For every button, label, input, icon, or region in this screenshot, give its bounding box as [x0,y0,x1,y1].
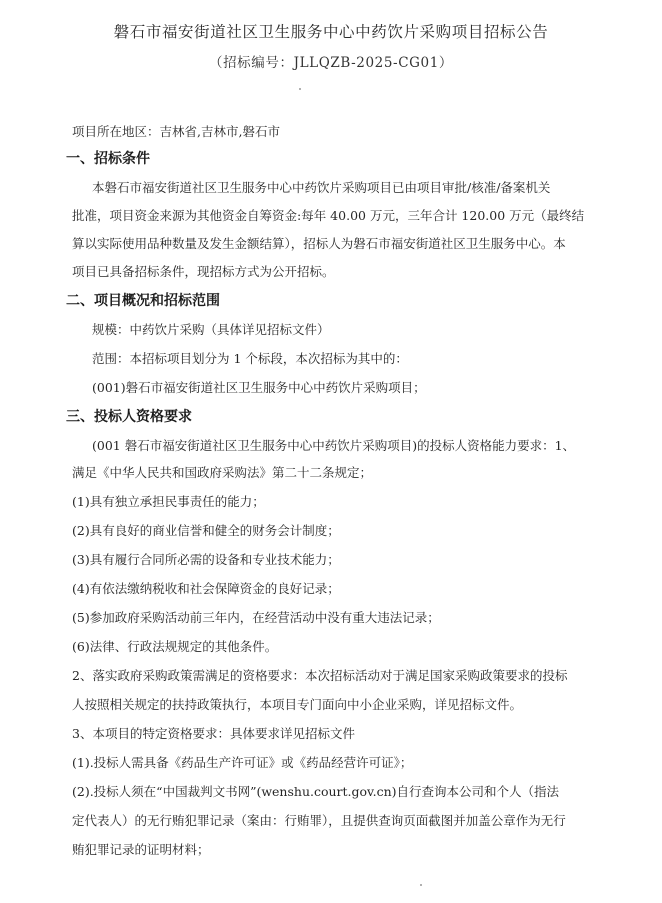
paragraph-line: 批准，项目资金来源为其他资金自筹资金:每年 40.00 万元，三年合计 120.00 万元（最终结 [72,208,585,223]
requirement-item: (6)法律、行政法规规定的其他条件。 [72,639,278,654]
project-scale: 规模：中药饮片采购（具体详见招标文件） [92,322,330,337]
special-requirement-item: (1).投标人需具备《药品生产许可证》或《药品经营许可证》； [72,755,413,770]
requirement-item: (4)有依法缴纳税收和社会保障资金的良好记录； [72,581,340,596]
scan-speck [299,88,301,90]
section-heading-project-overview: 二、项目概况和招标范围 [66,293,220,309]
tender-number: （招标编号：JLLQZB-2025-CG01） [208,55,454,71]
project-scope: 范围：本招标项目划分为 1 个标段，本次招标为其中的： [92,351,408,366]
section-heading-tender-conditions: 一、招标条件 [66,151,150,167]
paragraph-line: 人按照相关规定的扶持政策执行，本项目专门面向中小企业采购，详见招标文件。 [72,697,523,712]
section-heading-bidder-qualifications: 三、投标人资格要求 [66,409,192,425]
paragraph-line: 算以实际使用品种数量及发生金额结算），招标人为磐石市福安街道社区卫生服务中心。本 [72,236,566,251]
paragraph-line: (001 磐石市福安街道社区卫生服务中心中药饮片采购项目)的投标人资格能力要求：1、 [92,438,576,453]
requirement-item: (1)具有独立承担民事责任的能力； [72,494,265,509]
document-title: 磐石市福安街道社区卫生服务中心中药饮片采购项目招标公告 [113,23,549,41]
project-region: 项目所在地区：吉林省,吉林市,磐石市 [72,124,280,139]
paragraph-line: 满足《中华人民共和国政府采购法》第二十二条规定； [72,465,373,480]
paragraph-line: 贿犯罪记录的证明材料； [72,842,210,857]
paragraph-line: 2、落实政府采购政策需满足的资格要求：本次招标活动对于满足国家采购政策要求的投标 [72,668,568,683]
lot-item: (001)磐石市福安街道社区卫生服务中心中药饮片采购项目； [92,380,426,395]
scan-speck [420,884,422,886]
paragraph-line: 定代表人）的无行贿犯罪记录（案由：行贿罪），且提供查询页面截图并加盖公章作为无行 [72,813,566,828]
requirement-item: (2)具有良好的商业信誉和健全的财务会计制度； [72,523,340,538]
special-requirements-line: 3、本项目的特定资格要求：具体要求详见招标文件 [72,726,355,741]
requirement-item: (3)具有履行合同所必需的设备和专业技术能力； [72,552,340,567]
paragraph-line: 项目已具备招标条件，现招标方式为公开招标。 [72,264,335,279]
requirement-item: (5)参加政府采购活动前三年内，在经营活动中没有重大违法记录； [72,610,440,625]
paragraph-line: 本磐石市福安街道社区卫生服务中心中药饮片采购项目已由项目审批/核准/备案机关 [92,180,551,195]
special-requirement-item: (2).投标人须在“中国裁判文书网”(wenshu.court.gov.cn)自行查询本公司和个人（指法 [72,784,560,799]
